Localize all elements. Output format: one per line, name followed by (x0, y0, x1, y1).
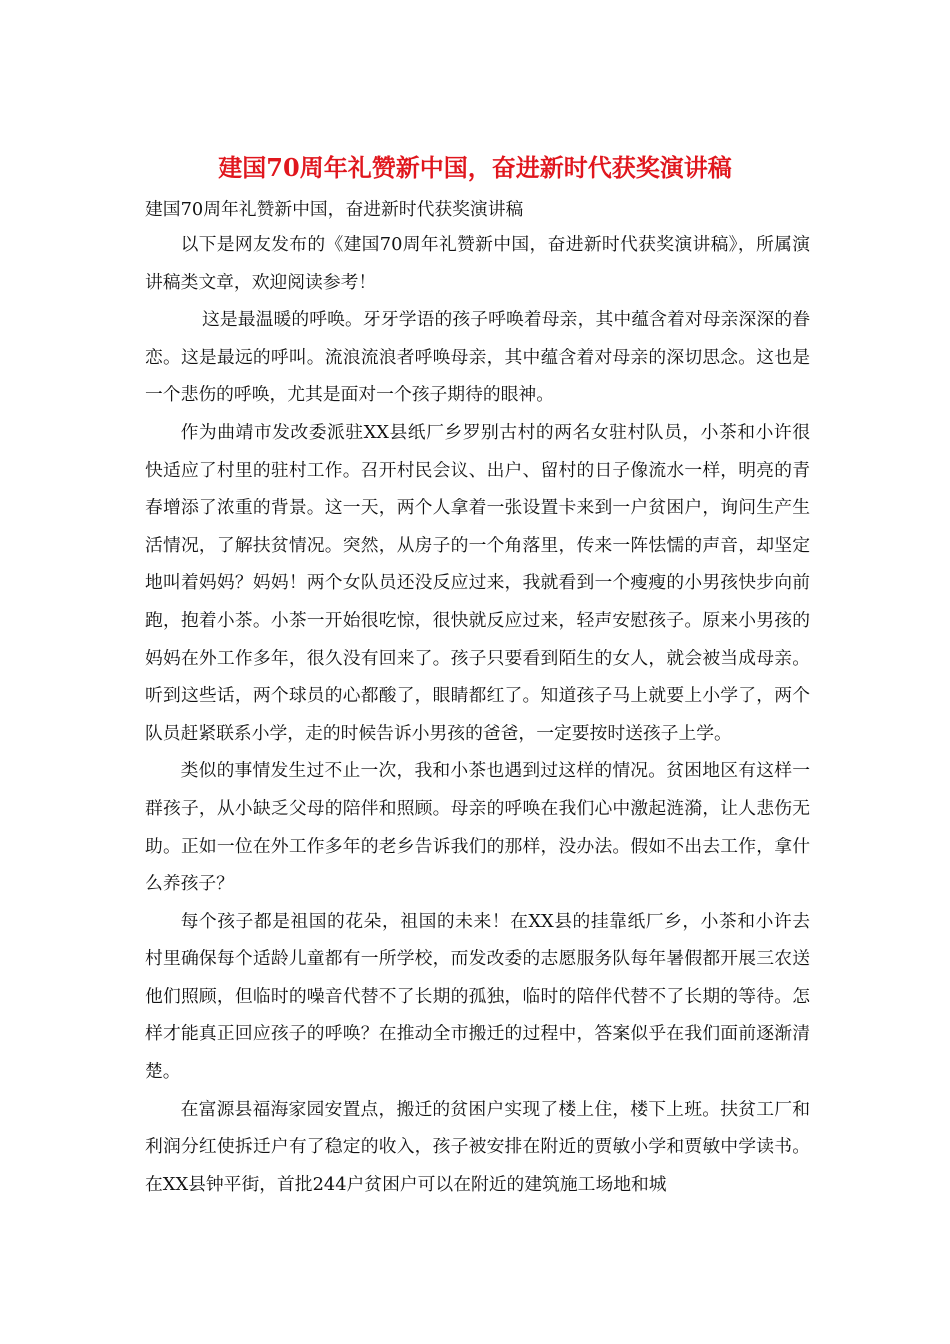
body-paragraph-3: 类似的事情发生过不止一次，我和小茶也遇到过这样的情况。贫困地区有这样一群孩子，从小缺乏父母的陪伴和照顾。母亲的呼唤在我们心中激起涟漪，让人悲伤无助。正如一位在外工作多年的老乡告诉我们的那样，没办法。假如不出去工作，拿什么养孩子？ (145, 760, 810, 895)
document-subtitle: 建国70周年礼赞新中国，奋进新时代获奖演讲稿 (145, 199, 524, 220)
document-title: 建国70周年礼赞新中国，奋进新时代获奖演讲稿 (218, 153, 732, 182)
document-body (145, 194, 810, 1203)
body-paragraph-2: 作为曲靖市发改委派驻XX县纸厂乡罗别古村的两名女驻村队员，小茶和小许很快适应了村里的驻村工作。召开村民会议、出户、留村的日子像流水一样，明亮的青春增添了浓重的背景。这一天，两个人拿着一张设置卡来到一户贫困户，询问生产生活情况，了解扶贫情况。突然，从房子的一个角落里，传来一阵怯懦的声音，却坚定地叫着妈妈？妈妈！两个女队员还没反应过来，我就看到一个瘦瘦的小男孩快步向前跑，抱着小茶。小茶一开始很吃惊，很快就反应过来，轻声安慰孩子。原来小男孩的妈妈在外工作多年，很久没有回来了。孩子只要看到陌生的女人，就会被当成母亲。听到这些话，两个球员的心都酸了，眼睛都红了。知道孩子马上就要上小学了，两个队员赶紧联系小学，走的时候告诉小男孩的爸爸，一定要按时送孩子上学。 (145, 421, 810, 744)
body-paragraph-5: 在富源县福海家园安置点，搬迁的贫困户实现了楼上住，楼下上班。扶贫工厂和利润分红使拆迁户有了稳定的收入，孩子被安排在附近的贾敏小学和贾敏中学读书。在XX县钟平街，首批244户贫困户可以在附近的建筑施工场地和城 (145, 1098, 810, 1195)
body-paragraph-4: 每个孩子都是祖国的花朵，祖国的未来！在XX县的挂靠纸厂乡，小茶和小许去村里确保每个适龄儿童都有一所学校，而发改委的志愿服务队每年暑假都开展三农送他们照顾，但临时的噪音代替不了长期的孤独，临时的陪伴代替不了长期的等待。怎样才能真正回应孩子的呼唤？在推动全市搬迁的过程中，答案似乎在我们面前逐渐清楚。 (145, 910, 810, 1083)
body-paragraph-1: 这是最温暖的呼唤。牙牙学语的孩子呼唤着母亲，其中蕴含着对母亲深深的眷恋。这是最远的呼叫。流浪流浪者呼唤母亲，其中蕴含着对母亲的深切思念。这也是一个悲伤的呼唤，尤其是面对一个孩子期待的眼神。 (145, 309, 810, 406)
intro-paragraph: 以下是网友发布的《建国70周年礼赞新中国，奋进新时代获奖演讲稿》，所属演讲稿类文章，欢迎阅读参考！ (145, 234, 810, 293)
